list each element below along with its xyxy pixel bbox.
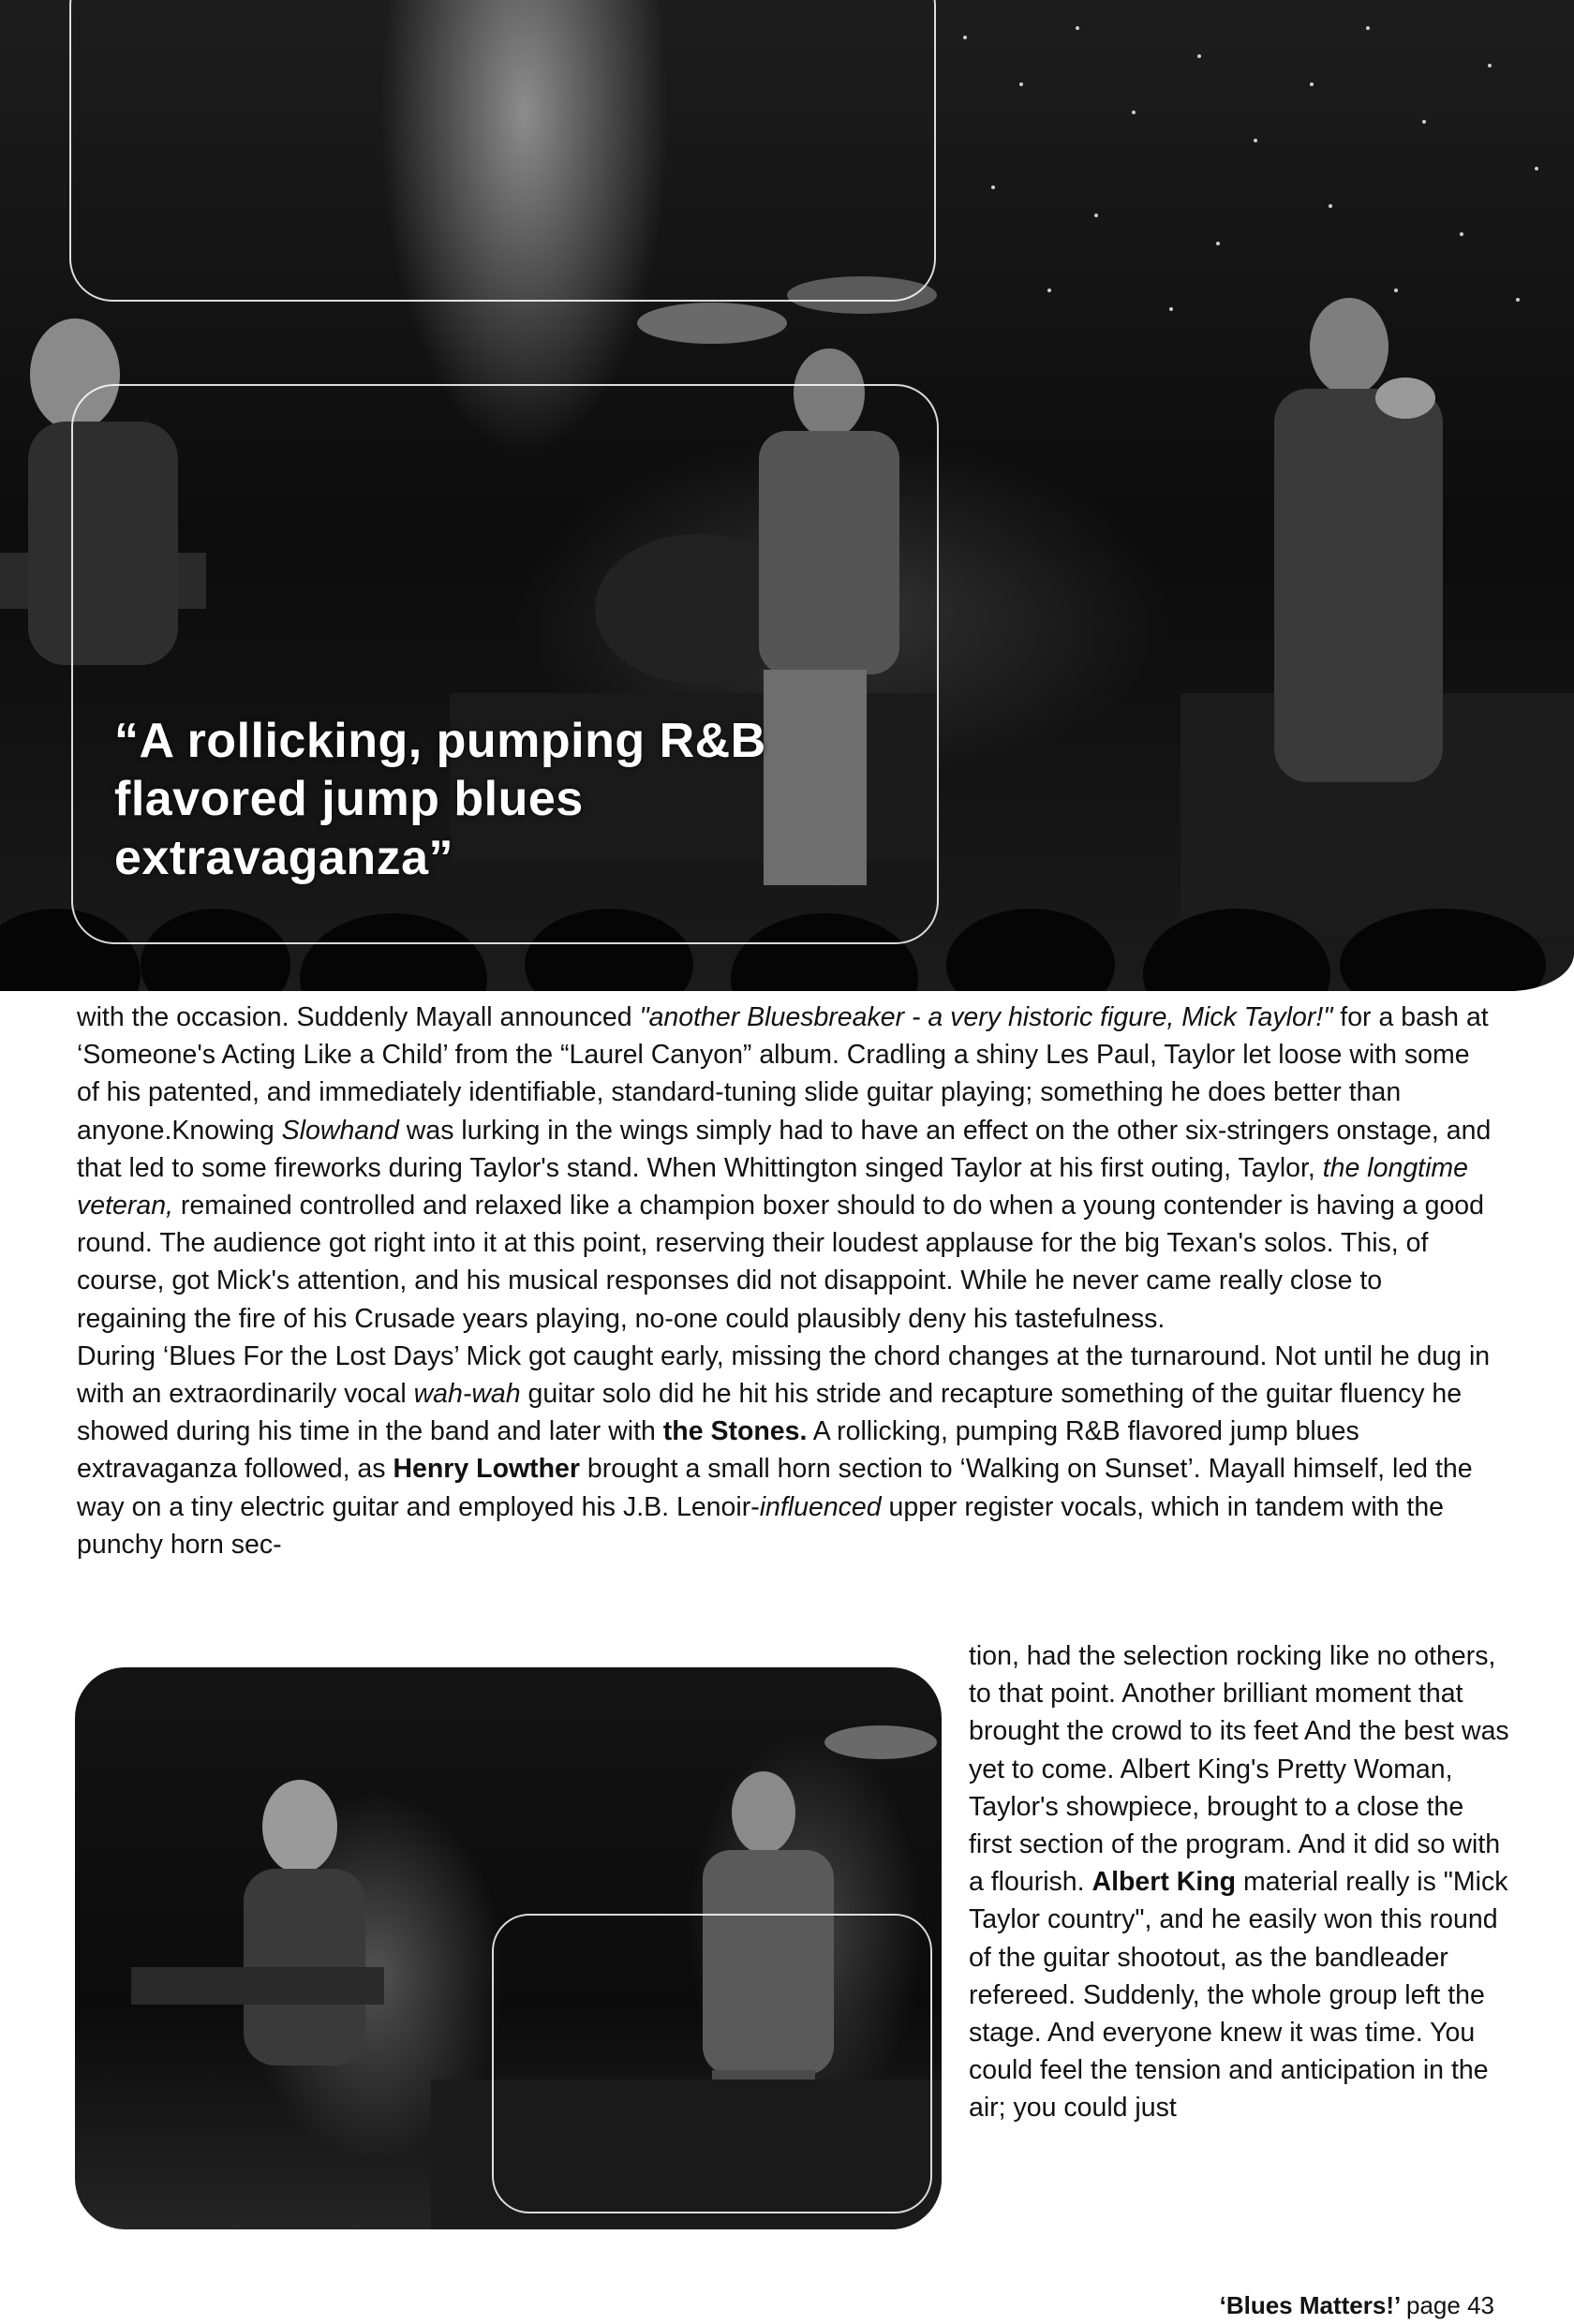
trombonist-body — [1274, 389, 1443, 782]
text-run: brought a small horn section to ‘Walking on Sunset’. Mayall himself, led the way on a tiny electric guitar and employed his J.B. Lenoir- — [77, 1454, 1473, 1522]
text-run: wah-wah — [413, 1379, 521, 1410]
text-run: upper register vocals, which in tandem with the punchy horn sec- — [77, 1491, 1445, 1560]
decorative-frame-inner — [492, 1914, 932, 2213]
page-footer — [1171, 2291, 1494, 2320]
paragraph-3 — [969, 1637, 1512, 2127]
text-run: the longtime veteran, — [77, 1152, 1469, 1221]
text-run: guitar solo did he hit his stride and recapture something of the guitar fluency he showed during his time in the band and later with — [77, 1379, 1463, 1447]
text-run: Slowhand — [281, 1115, 399, 1146]
text-run: with the occasion. Suddenly Mayall announced — [77, 1002, 640, 1032]
concert-photo-bottom — [75, 1667, 942, 2229]
text-run: A rollicking, pumping R&B flavored jump blues extravaganza followed, as — [77, 1416, 1359, 1485]
text-run: for a bash at ‘Someone's Acting Like a Child’ from the “Laurel Canyon” album. Cradling a shiny Les Paul, Taylor let loose with some of his patented, and immediately identifiable, standard-tuning slide guitar playing; something he does better than anyone.Knowing — [77, 1002, 1489, 1146]
trombonist-head — [1310, 298, 1388, 395]
concert-photo-top — [0, 0, 1574, 991]
text-run: was lurking in the wings simply had to have an effect on the other six-stringers onstage, and that led to some fireworks during Taylor's stand. When Whittington singed Taylor at his first outing, Taylor, — [77, 1115, 1492, 1183]
cymbal-left — [637, 303, 787, 344]
decorative-frame-top — [69, 0, 936, 302]
paragraph-1 — [77, 999, 1492, 1338]
trombone-bell — [1375, 377, 1435, 419]
text-run: the Stones. — [662, 1416, 808, 1447]
paragraph-2 — [77, 1338, 1492, 1563]
text-run: "another Bluesbreaker - a very historic figure, Mick Taylor!" — [639, 1002, 1333, 1032]
text-run: Henry Lowther — [393, 1454, 580, 1485]
article-body — [77, 999, 1492, 1563]
text-run: During ‘Blues For the Lost Days’ Mick got caught early, missing the chord changes at the turnaround. Not until he dug in with an extraordinarily vocal — [77, 1340, 1491, 1410]
text-run: tion, had the selection rocking like no others, to that point. Another brilliant moment that brought the crowd to its feet And the best was yet to come. Albert King's Pretty Woman, Taylor's showpiece, brought to a close the first section of the program. And it did so with a flourish. — [969, 1641, 1509, 1898]
text-run: Albert King — [1091, 1867, 1237, 1898]
article-column-wrap — [969, 1637, 1512, 2127]
page-number: page 43 — [1406, 2291, 1494, 2319]
text-run: influenced — [759, 1491, 882, 1522]
text-run: remained controlled and relaxed like a champion boxer should to do when a young contender is having a good round. The audience got right into it at this point, reserving their loudest applause for the big Texan's solos. This, of course, got Mick's attention, and his musical responses did not disappoint. While he never came really close to regaining the fire of his Crusade years playing, no-one could plausibly deny his tastefulness. — [77, 1191, 1484, 1334]
text-run: material really is "Mick Taylor country", and he easily won this round of the guitar shootout, as the bandleader refereed. Suddenly, the whole group left the stage. And everyone knew it was time. You could feel the tension and anticipation in the air; you could just — [969, 1867, 1508, 2124]
pull-quote: “A rollicking, pumping R&B flavored jump blues extravaganza” — [114, 714, 766, 885]
magazine-name: ‘Blues Matters!’ — [1219, 2291, 1400, 2319]
